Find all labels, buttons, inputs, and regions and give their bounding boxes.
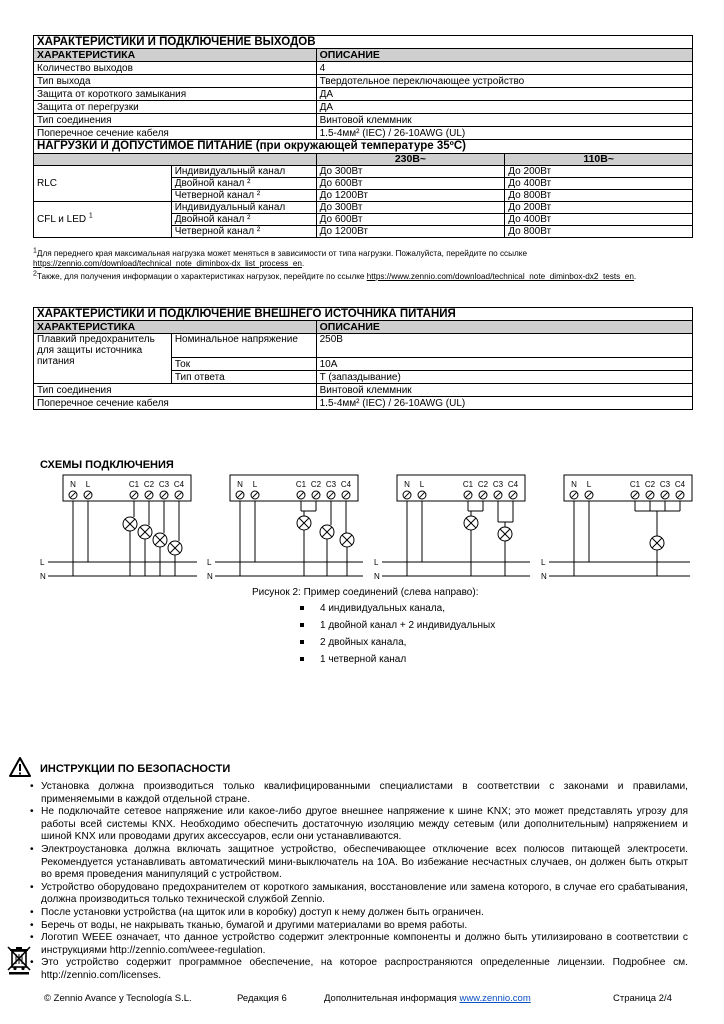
load-110: До 400Вт bbox=[505, 178, 693, 190]
channel-type: Четверной канал ² bbox=[171, 226, 316, 238]
power-table bbox=[33, 307, 693, 410]
lamp-symbol bbox=[138, 525, 152, 539]
terminal-label: C2 bbox=[644, 480, 656, 489]
lamp-symbol bbox=[464, 516, 478, 530]
terminal-label: C1 bbox=[295, 480, 307, 489]
row-key: Ток bbox=[171, 358, 316, 371]
row-value: 1.5-4мм² (IEC) / 26-10AWG (UL) bbox=[316, 127, 692, 140]
load-110: До 200Вт bbox=[505, 166, 693, 178]
row-key: Защита от перегрузки bbox=[34, 101, 317, 114]
list-item: 1 двойной канал + 2 индивидуальных bbox=[300, 620, 495, 637]
col-description: ОПИСАНИЕ bbox=[316, 49, 692, 62]
list-item: • Установка должна производиться только квалифицированными специалистами в соответствии с законами и правилами, применяемыми в каждой отдельной стране. bbox=[30, 781, 688, 806]
row-value: T (запаздывание) bbox=[316, 371, 692, 384]
load-230: До 300Вт bbox=[316, 166, 505, 178]
col-110v: 110В~ bbox=[505, 154, 693, 166]
power-table-title: ХАРАКТЕРИСТИКИ И ПОДКЛЮЧЕНИЕ ВНЕШНЕГО ИСТОЧНИКА ПИТАНИЯ bbox=[34, 308, 693, 321]
row-key: Тип соединения bbox=[34, 114, 317, 127]
list-item: 2 двойных канала, bbox=[300, 637, 495, 654]
list-item: • После установки устройства (на щиток или в коробку) доступ к нему должен быть ограничен. bbox=[30, 907, 688, 920]
terminal-label: N bbox=[571, 480, 577, 489]
list-item: • Это устройство содержит программное обеспечение, на которое распространяются определенные лицензии. Подробнее см. http://zennio.com/licenses. bbox=[30, 957, 688, 982]
row-key: Тип выхода bbox=[34, 75, 317, 88]
footnote-1-link[interactable]: https://zennio.com/download/technical_note_diminbox-dx_list_process_en bbox=[33, 259, 302, 268]
lamp-symbol bbox=[498, 527, 512, 541]
col-characteristic: ХАРАКТЕРИСТИКА bbox=[34, 321, 317, 334]
row-key: Тип соединения bbox=[34, 384, 317, 397]
loads-blank-head bbox=[34, 154, 317, 166]
channel-type: Индивидуальный канал bbox=[171, 166, 316, 178]
row-value: Твердотельное переключающее устройство bbox=[316, 75, 692, 88]
terminal-label: C4 bbox=[173, 480, 185, 489]
row-value: ДА bbox=[316, 88, 692, 101]
row-key: Поперечное сечение кабеля bbox=[34, 127, 317, 140]
row-key: Тип ответа bbox=[171, 371, 316, 384]
row-value: 1.5-4мм² (IEC) / 26-10AWG (UL) bbox=[316, 397, 692, 410]
footer-revision: Редакция 6 bbox=[237, 993, 287, 1004]
terminal-label: C3 bbox=[158, 480, 170, 489]
terminal-label: L bbox=[85, 480, 91, 489]
terminal-label: C2 bbox=[143, 480, 155, 489]
load-230: До 1200Вт bbox=[316, 190, 505, 202]
line-L-label: L bbox=[40, 558, 45, 567]
col-characteristic: ХАРАКТЕРИСТИКА bbox=[34, 49, 317, 62]
list-item: 1 четверной канал bbox=[300, 654, 495, 671]
terminal-label: C4 bbox=[507, 480, 519, 489]
figure-legend bbox=[300, 603, 495, 671]
list-item: 4 индивидуальных канала, bbox=[300, 603, 495, 620]
safety-title: ИНСТРУКЦИИ ПО БЕЗОПАСНОСТИ bbox=[40, 763, 231, 775]
terminal-label: L bbox=[586, 480, 592, 489]
row-key: Поперечное сечение кабеля bbox=[34, 397, 317, 410]
load-230: До 600Вт bbox=[316, 214, 505, 226]
terminal-label: C2 bbox=[477, 480, 489, 489]
safety-list bbox=[30, 781, 688, 983]
load-110: До 400Вт bbox=[505, 214, 693, 226]
channel-type: Четверной канал ² bbox=[171, 190, 316, 202]
load-110: До 800Вт bbox=[505, 190, 693, 202]
terminal-label: L bbox=[252, 480, 258, 489]
lamp-symbol bbox=[153, 533, 167, 547]
terminal-label: C3 bbox=[492, 480, 504, 489]
list-item: • Логотип WEEE означает, что данное устройство содержит электронные компоненты и должно быть утилизировано в соответствии с инструкциями http://zennio.com/weee-regulation. bbox=[30, 932, 688, 957]
list-item: • Беречь от воды, не накрывать тканью, бумагой и другими материалами во время работы. bbox=[30, 920, 688, 933]
load-110: До 800Вт bbox=[505, 226, 693, 238]
line-N-label: N bbox=[374, 572, 380, 581]
crossed-bin-icon bbox=[6, 945, 32, 975]
terminal-block bbox=[230, 475, 358, 501]
load-230: До 300Вт bbox=[316, 202, 505, 214]
lamp-symbol bbox=[650, 536, 664, 550]
list-item: • Электроустановка должна включать защитное устройство, обеспечивающее отключение всех полюсов питающей электросети. Рекомендуется устанавливать автоматический мини-выключатель на 10A. Во избежание несчастных случаев, он должен быть открыт во время проведения манипуляций с устройством. bbox=[30, 844, 688, 882]
row-value: 10A bbox=[316, 358, 692, 371]
terminal-label: C3 bbox=[325, 480, 337, 489]
line-N-label: N bbox=[207, 572, 213, 581]
lamp-symbol bbox=[123, 517, 137, 531]
col-description: ОПИСАНИЕ bbox=[316, 321, 692, 334]
footer-link[interactable]: www.zennio.com bbox=[459, 993, 531, 1004]
load-110: До 200Вт bbox=[505, 202, 693, 214]
row-key: Защита от короткого замыкания bbox=[34, 88, 317, 101]
row-value: ДА bbox=[316, 101, 692, 114]
terminal-block bbox=[564, 475, 692, 501]
footer-page: Страница 2/4 bbox=[613, 993, 672, 1004]
terminal-label: L bbox=[419, 480, 425, 489]
footnote-1: 1Для переднего края максимальная нагрузка может меняться в зависимости от типа нагрузки. Пожалуйста, перейдите по ссылке https://zennio.com/download/technical_note_diminbox-dx_list_process_en. bbox=[33, 247, 528, 268]
lamp-symbol bbox=[297, 516, 311, 530]
rlc-label: RLC bbox=[34, 166, 172, 202]
terminal-label: C4 bbox=[340, 480, 352, 489]
list-item: • Не подключайте сетевое напряжение или какое-либо другое внешнее напряжение к шине KNX; это может представлять угрозу для работы всей системы KNX. Необходимо обеспечить достаточную изоляцию между сетевым (или дополнительным) напряжением и шиной KNX или проводами других аксессуаров, если они устанавливаются. bbox=[30, 806, 688, 844]
load-230: До 1200Вт bbox=[316, 226, 505, 238]
terminal-label: N bbox=[70, 480, 76, 489]
terminal-block bbox=[397, 475, 525, 501]
outputs-table bbox=[33, 35, 693, 238]
terminal-block bbox=[63, 475, 191, 501]
row-value: Винтовой клеммник bbox=[316, 114, 692, 127]
line-L-label: L bbox=[207, 558, 212, 567]
col-230v: 230В~ bbox=[316, 154, 505, 166]
footnote-2-link[interactable]: https://www.zennio.com/download/technical_note_diminbox-dx2_tests_en bbox=[366, 272, 634, 281]
row-key: Номинальное напряжение bbox=[171, 334, 316, 358]
terminal-label: C2 bbox=[310, 480, 322, 489]
row-value: 4 bbox=[316, 62, 692, 75]
cfl-led-label: CFL и LED $^1$ bbox=[34, 202, 172, 238]
row-value: Винтовой клеммник bbox=[316, 384, 692, 397]
load-230: До 600Вт bbox=[316, 178, 505, 190]
terminal-label: N bbox=[404, 480, 410, 489]
terminal-label: C3 bbox=[659, 480, 671, 489]
line-L-label: L bbox=[541, 558, 546, 567]
lamp-symbol bbox=[168, 541, 182, 555]
warning-triangle-icon bbox=[9, 757, 31, 777]
row-value: 250В bbox=[316, 334, 692, 358]
terminal-label: C1 bbox=[128, 480, 140, 489]
line-L-label: L bbox=[374, 558, 379, 567]
list-item: • Устройство оборудовано предохранителем от короткого замыкания, восстановление или замена которого, в случае его срабатывания, должна производиться только технической службой Zennio. bbox=[30, 882, 688, 907]
channel-type: Двойной канал ² bbox=[171, 178, 316, 190]
fuse-label: Плавкий предохранитель для защиты источника питания bbox=[34, 334, 172, 384]
row-key: Количество выходов bbox=[34, 62, 317, 75]
terminal-label: C4 bbox=[674, 480, 686, 489]
footer-more-info: Дополнительная информация www.zennio.com bbox=[324, 993, 531, 1004]
channel-type: Двойной канал ² bbox=[171, 214, 316, 226]
figure-caption: Рисунок 2: Пример соединений (слева направо): bbox=[252, 587, 479, 598]
terminal-label: C1 bbox=[629, 480, 641, 489]
line-N-label: N bbox=[541, 572, 547, 581]
lamp-symbol bbox=[340, 533, 354, 547]
line-N-label: N bbox=[40, 572, 46, 581]
footnote-2: 2Также, для получения информации о характеристиках нагрузок, перейдите по ссылке https://www.zennio.com/download/technical_note_diminbox-dx2_tests_en. bbox=[33, 270, 637, 281]
lamp-symbol bbox=[320, 525, 334, 539]
footer-company: © Zennio Avance y Tecnología S.L. bbox=[44, 993, 192, 1004]
terminal-label: N bbox=[237, 480, 243, 489]
diagrams-title: СХЕМЫ ПОДКЛЮЧЕНИЯ bbox=[40, 459, 174, 471]
channel-type: Индивидуальный канал bbox=[171, 202, 316, 214]
outputs-table-title: ХАРАКТЕРИСТИКИ И ПОДКЛЮЧЕНИЕ ВЫХОДОВ bbox=[34, 36, 693, 49]
wiring-diagrams bbox=[0, 470, 724, 585]
loads-title: НАГРУЗКИ И ДОПУСТИМОЕ ПИТАНИЕ (при окружающей температуре 35ºC) bbox=[34, 140, 693, 154]
terminal-label: C1 bbox=[462, 480, 474, 489]
